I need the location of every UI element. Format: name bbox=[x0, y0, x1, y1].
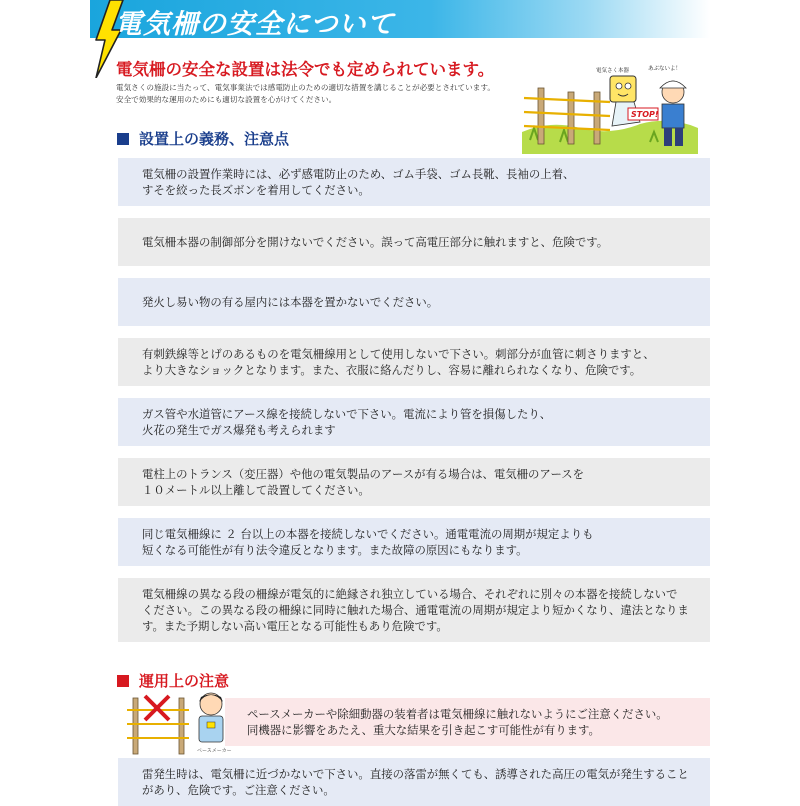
notice-box bbox=[225, 698, 710, 746]
notice-box bbox=[118, 278, 710, 326]
pacemaker-label: ペースメーカー bbox=[197, 748, 232, 754]
section-heading-text: 設置上の義務、注意点 bbox=[139, 130, 290, 148]
notice-line: 短くなる可能性が有り法令違反となります。また故障の原因にもなります。 bbox=[142, 543, 528, 557]
notice-line: 電気柵の設置作業時には、必ず感電防止のため、ゴム手袋、ゴム長靴、長袖の上着、 bbox=[142, 167, 575, 181]
notice-line: ペースメーカーや除細動器の装着者は電気柵線に触れないようにご注意ください。 bbox=[247, 707, 668, 721]
notice-box bbox=[118, 518, 710, 566]
square-bullet-icon bbox=[117, 675, 129, 687]
notice-line: 火花の発生でガス爆発も考えられます bbox=[142, 423, 336, 437]
notice-box bbox=[118, 578, 710, 642]
intro-text bbox=[116, 82, 495, 106]
intro-line: 安全で効果的な運用のためにも適切な設置を心がけてください。 bbox=[116, 95, 337, 104]
notice-line: ガス管や水道管にアース線を接続しないで下さい。電流により管を損傷したり、 bbox=[142, 407, 552, 421]
notice-line: 同機器に影響をあたえ、重大な結果を引き起こす可能性が有ります。 bbox=[247, 723, 600, 737]
notice-line: があり、危険です。ご注意ください。 bbox=[142, 783, 335, 797]
notice-box bbox=[118, 218, 710, 266]
notice-box bbox=[118, 398, 710, 446]
notice-line: ください。この異なる段の柵線に同時に触れた場合、通電電流の周期が規定より短かくなり、違法となりま bbox=[142, 603, 689, 617]
notice-line: す。また予期しない高い電圧となる可能性もあり危険です。 bbox=[142, 619, 448, 633]
fence-sign-label: 電気さく本器 bbox=[596, 68, 630, 74]
notice-line: 電気柵本器の制御部分を開けないでください。誤って高電圧部分に触れますと、危険です。 bbox=[142, 235, 609, 249]
notice-line: 同じ電気柵線に ２ 台以上の本器を接続しないでください。通電電流の周期が規定よりも bbox=[142, 527, 594, 541]
square-bullet-icon bbox=[117, 133, 129, 145]
page-subtitle: 電気柵の安全な設置は法令でも定められています。 bbox=[116, 60, 495, 79]
notice-box bbox=[118, 338, 710, 386]
section-heading-installation bbox=[117, 128, 289, 149]
stop-text: STOP! bbox=[631, 110, 659, 119]
notice-box bbox=[118, 758, 710, 806]
intro-line: 電気さくの施設に当たって、電気事業法では感電防止のための適切な措置を講じることが必要とされています。 bbox=[116, 83, 495, 92]
pacemaker-warning-illustration bbox=[125, 688, 233, 756]
speech-text: あぶないよ！ bbox=[648, 66, 682, 72]
notice-line: すそを絞った長ズボンを着用してください。 bbox=[142, 183, 370, 197]
notice-line: １０メートル以上離して設置してください。 bbox=[142, 483, 370, 497]
notice-box bbox=[118, 458, 710, 506]
notice-line: 電気柵線の異なる段の柵線が電気的に絶縁され独立している場合、それぞれに別々の本器を接続しないで bbox=[142, 587, 678, 601]
page-title: 電気柵の安全について bbox=[115, 9, 395, 40]
notice-line: より大きなショックとなります。また、衣服に絡んだりし、容易に離れられなくなり、危険です。 bbox=[142, 363, 642, 377]
electric-fence-stop-illustration bbox=[520, 62, 700, 154]
notice-box bbox=[118, 158, 710, 206]
notice-line: 発火し易い物の有る屋内には本器を置かないでください。 bbox=[142, 295, 439, 309]
notice-line: 雷発生時は、電気柵に近づかないで下さい。直接の落雷が無くても、誘導された高圧の電気が発生すること bbox=[142, 767, 689, 781]
section-heading-text: 運用上の注意 bbox=[139, 672, 230, 690]
notice-line: 有刺鉄線等とげのあるものを電気柵線用として使用しないで下さい。刺部分が血管に刺さりますと、 bbox=[142, 347, 655, 361]
notice-line: 電柱上のトランス（変圧器）や他の電気製品のアースが有る場合は、電気柵のアースを bbox=[142, 467, 585, 481]
